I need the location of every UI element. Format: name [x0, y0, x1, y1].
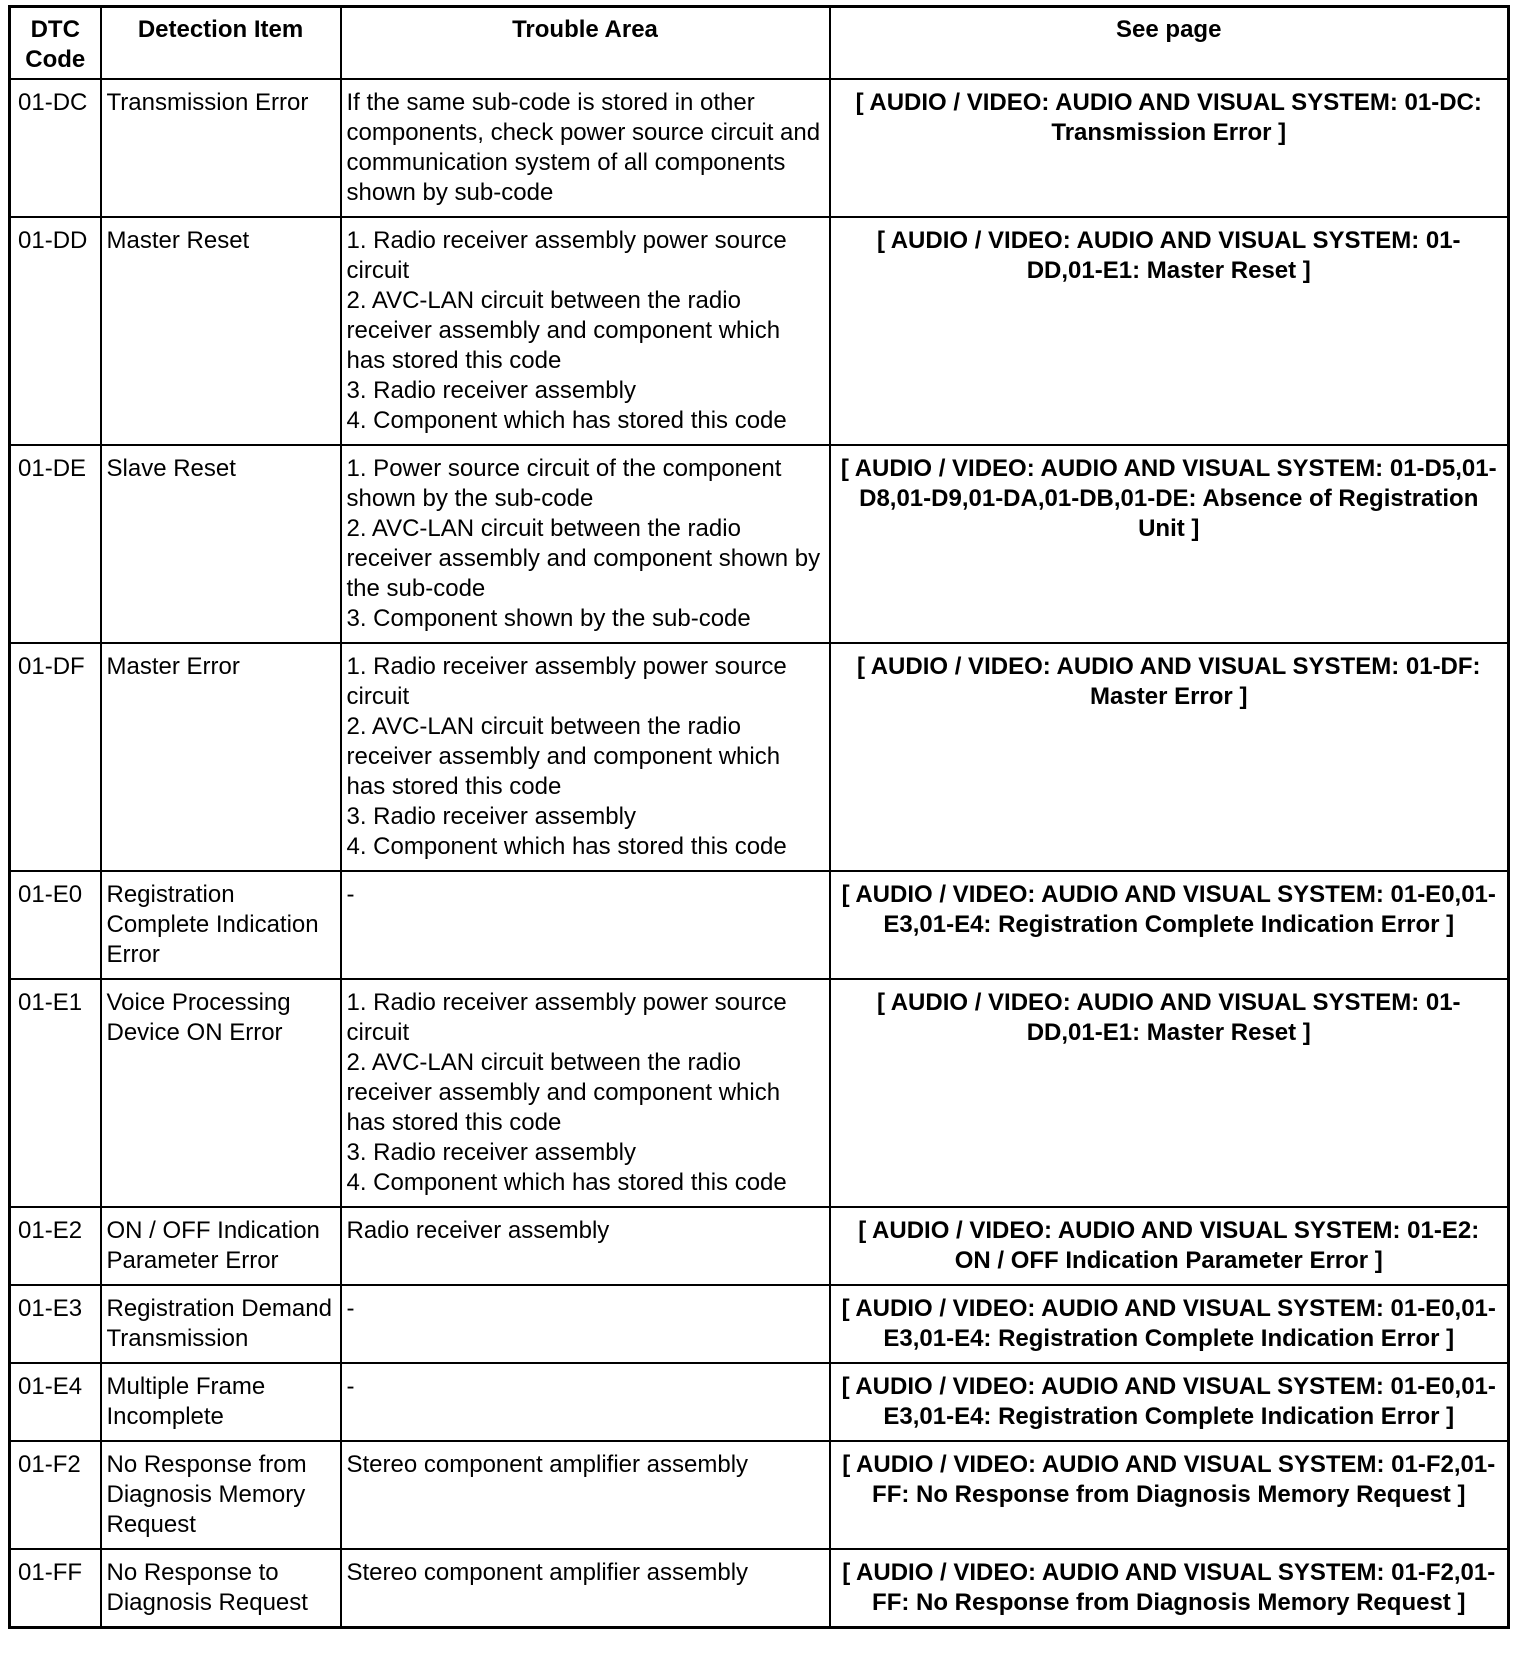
- detection-item-cell: No Response from Diagnosis Memory Request: [101, 1441, 341, 1549]
- see-page-link[interactable]: [ AUDIO / VIDEO: AUDIO AND VISUAL SYSTEM: 01-F2,01-FF: No Response from Diagnosis Memory Request ]: [830, 1441, 1509, 1549]
- detection-item-cell: ON / OFF Indication Parameter Error: [101, 1207, 341, 1285]
- trouble-area-line: 4. Component which has stored this code: [346, 1169, 787, 1196]
- table-row: [10, 979, 1509, 1207]
- trouble-area-line: 3. Radio receiver assembly: [346, 1139, 636, 1166]
- trouble-area-line: 3. Component shown by the sub-code: [346, 605, 751, 632]
- trouble-area-line: 3. Radio receiver assembly: [346, 377, 636, 404]
- dtc-code-cell: 01-E4: [10, 1363, 101, 1441]
- trouble-area-line: 3. Radio receiver assembly: [346, 803, 636, 830]
- dtc-code-cell: 01-DE: [10, 445, 101, 643]
- dtc-code-cell: 01-DF: [10, 643, 101, 871]
- detection-item-cell: Slave Reset: [101, 445, 341, 643]
- see-page-link[interactable]: [ AUDIO / VIDEO: AUDIO AND VISUAL SYSTEM: 01-E0,01-E3,01-E4: Registration Complete Indication Error ]: [830, 1363, 1509, 1441]
- trouble-area-cell: [341, 871, 830, 979]
- table-body: [10, 79, 1509, 1628]
- table-row: [10, 1441, 1509, 1549]
- trouble-area-line: 1. Radio receiver assembly power source circuit: [346, 989, 787, 1046]
- trouble-area-cell: [341, 1207, 830, 1285]
- dtc-code-cell: 01-DC: [10, 79, 101, 217]
- header-see-page: See page: [830, 7, 1509, 80]
- trouble-area-line: 2. AVC-LAN circuit between the radio receiver assembly and component which has stored this code: [346, 1049, 781, 1136]
- detection-item-cell: Transmission Error: [101, 79, 341, 217]
- table-row: [10, 445, 1509, 643]
- table-row: [10, 217, 1509, 445]
- see-page-link[interactable]: [ AUDIO / VIDEO: AUDIO AND VISUAL SYSTEM: 01-E0,01-E3,01-E4: Registration Complete Indication Error ]: [830, 871, 1509, 979]
- table-row: [10, 1207, 1509, 1285]
- trouble-area-line: Stereo component amplifier assembly: [346, 1559, 749, 1586]
- header-trouble-area: Trouble Area: [341, 7, 830, 80]
- see-page-link[interactable]: [ AUDIO / VIDEO: AUDIO AND VISUAL SYSTEM: 01-DD,01-E1: Master Reset ]: [830, 979, 1509, 1207]
- trouble-area-line: 2. AVC-LAN circuit between the radio receiver assembly and component shown by the sub-code: [346, 515, 821, 602]
- trouble-area-cell: [341, 445, 830, 643]
- table-row: [10, 1363, 1509, 1441]
- trouble-area-cell: [341, 643, 830, 871]
- trouble-area-line: 1. Power source circuit of the component shown by the sub-code: [346, 455, 782, 512]
- dtc-code-cell: 01-E1: [10, 979, 101, 1207]
- trouble-area-cell: [341, 979, 830, 1207]
- detection-item-cell: Registration Demand Transmission: [101, 1285, 341, 1363]
- trouble-area-line: 4. Component which has stored this code: [346, 407, 787, 434]
- table-header: [10, 7, 1509, 80]
- see-page-link[interactable]: [ AUDIO / VIDEO: AUDIO AND VISUAL SYSTEM: 01-DC: Transmission Error ]: [830, 79, 1509, 217]
- see-page-link[interactable]: [ AUDIO / VIDEO: AUDIO AND VISUAL SYSTEM: 01-E2: ON / OFF Indication Parameter Error ]: [830, 1207, 1509, 1285]
- header-row: [10, 7, 1509, 80]
- detection-item-cell: No Response to Diagnosis Request: [101, 1549, 341, 1628]
- detection-item-cell: Master Reset: [101, 217, 341, 445]
- trouble-area-line: -: [346, 1295, 355, 1322]
- detection-item-cell: Master Error: [101, 643, 341, 871]
- detection-item-cell: Multiple Frame Incomplete: [101, 1363, 341, 1441]
- dtc-table: [8, 5, 1510, 1629]
- see-page-link[interactable]: [ AUDIO / VIDEO: AUDIO AND VISUAL SYSTEM: 01-D5,01-D8,01-D9,01-DA,01-DB,01-DE: Absence of Registration Unit ]: [830, 445, 1509, 643]
- trouble-area-line: 4. Component which has stored this code: [346, 833, 787, 860]
- trouble-area-line: -: [346, 1373, 355, 1400]
- table-row: [10, 1285, 1509, 1363]
- table-row: [10, 1549, 1509, 1628]
- table-row: [10, 871, 1509, 979]
- trouble-area-cell: [341, 1549, 830, 1628]
- dtc-code-cell: 01-F2: [10, 1441, 101, 1549]
- trouble-area-line: Radio receiver assembly: [346, 1217, 610, 1244]
- dtc-code-cell: 01-DD: [10, 217, 101, 445]
- see-page-link[interactable]: [ AUDIO / VIDEO: AUDIO AND VISUAL SYSTEM: 01-DD,01-E1: Master Reset ]: [830, 217, 1509, 445]
- header-detection-item: Detection Item: [101, 7, 341, 80]
- table-row: [10, 79, 1509, 217]
- trouble-area-cell: [341, 79, 830, 217]
- trouble-area-line: If the same sub-code is stored in other components, check power source circuit and communication system of all components shown by sub-code: [346, 89, 821, 206]
- dtc-code-cell: 01-E2: [10, 1207, 101, 1285]
- trouble-area-cell: [341, 1363, 830, 1441]
- trouble-area-line: -: [346, 881, 355, 908]
- dtc-code-cell: 01-E3: [10, 1285, 101, 1363]
- trouble-area-line: 2. AVC-LAN circuit between the radio receiver assembly and component which has stored this code: [346, 713, 781, 800]
- trouble-area-cell: [341, 217, 830, 445]
- detection-item-cell: Voice Processing Device ON Error: [101, 979, 341, 1207]
- see-page-link[interactable]: [ AUDIO / VIDEO: AUDIO AND VISUAL SYSTEM: 01-F2,01-FF: No Response from Diagnosis Memory Request ]: [830, 1549, 1509, 1628]
- see-page-link[interactable]: [ AUDIO / VIDEO: AUDIO AND VISUAL SYSTEM: 01-DF: Master Error ]: [830, 643, 1509, 871]
- dtc-code-cell: 01-FF: [10, 1549, 101, 1628]
- dtc-code-cell: 01-E0: [10, 871, 101, 979]
- trouble-area-cell: [341, 1285, 830, 1363]
- trouble-area-line: 1. Radio receiver assembly power source circuit: [346, 227, 787, 284]
- see-page-link[interactable]: [ AUDIO / VIDEO: AUDIO AND VISUAL SYSTEM: 01-E0,01-E3,01-E4: Registration Complete Indication Error ]: [830, 1285, 1509, 1363]
- trouble-area-cell: [341, 1441, 830, 1549]
- trouble-area-line: 2. AVC-LAN circuit between the radio receiver assembly and component which has stored this code: [346, 287, 781, 374]
- trouble-area-line: Stereo component amplifier assembly: [346, 1451, 749, 1478]
- trouble-area-line: 1. Radio receiver assembly power source circuit: [346, 653, 787, 710]
- detection-item-cell: Registration Complete Indication Error: [101, 871, 341, 979]
- table-row: [10, 643, 1509, 871]
- header-dtc-code: DTC Code: [10, 7, 101, 80]
